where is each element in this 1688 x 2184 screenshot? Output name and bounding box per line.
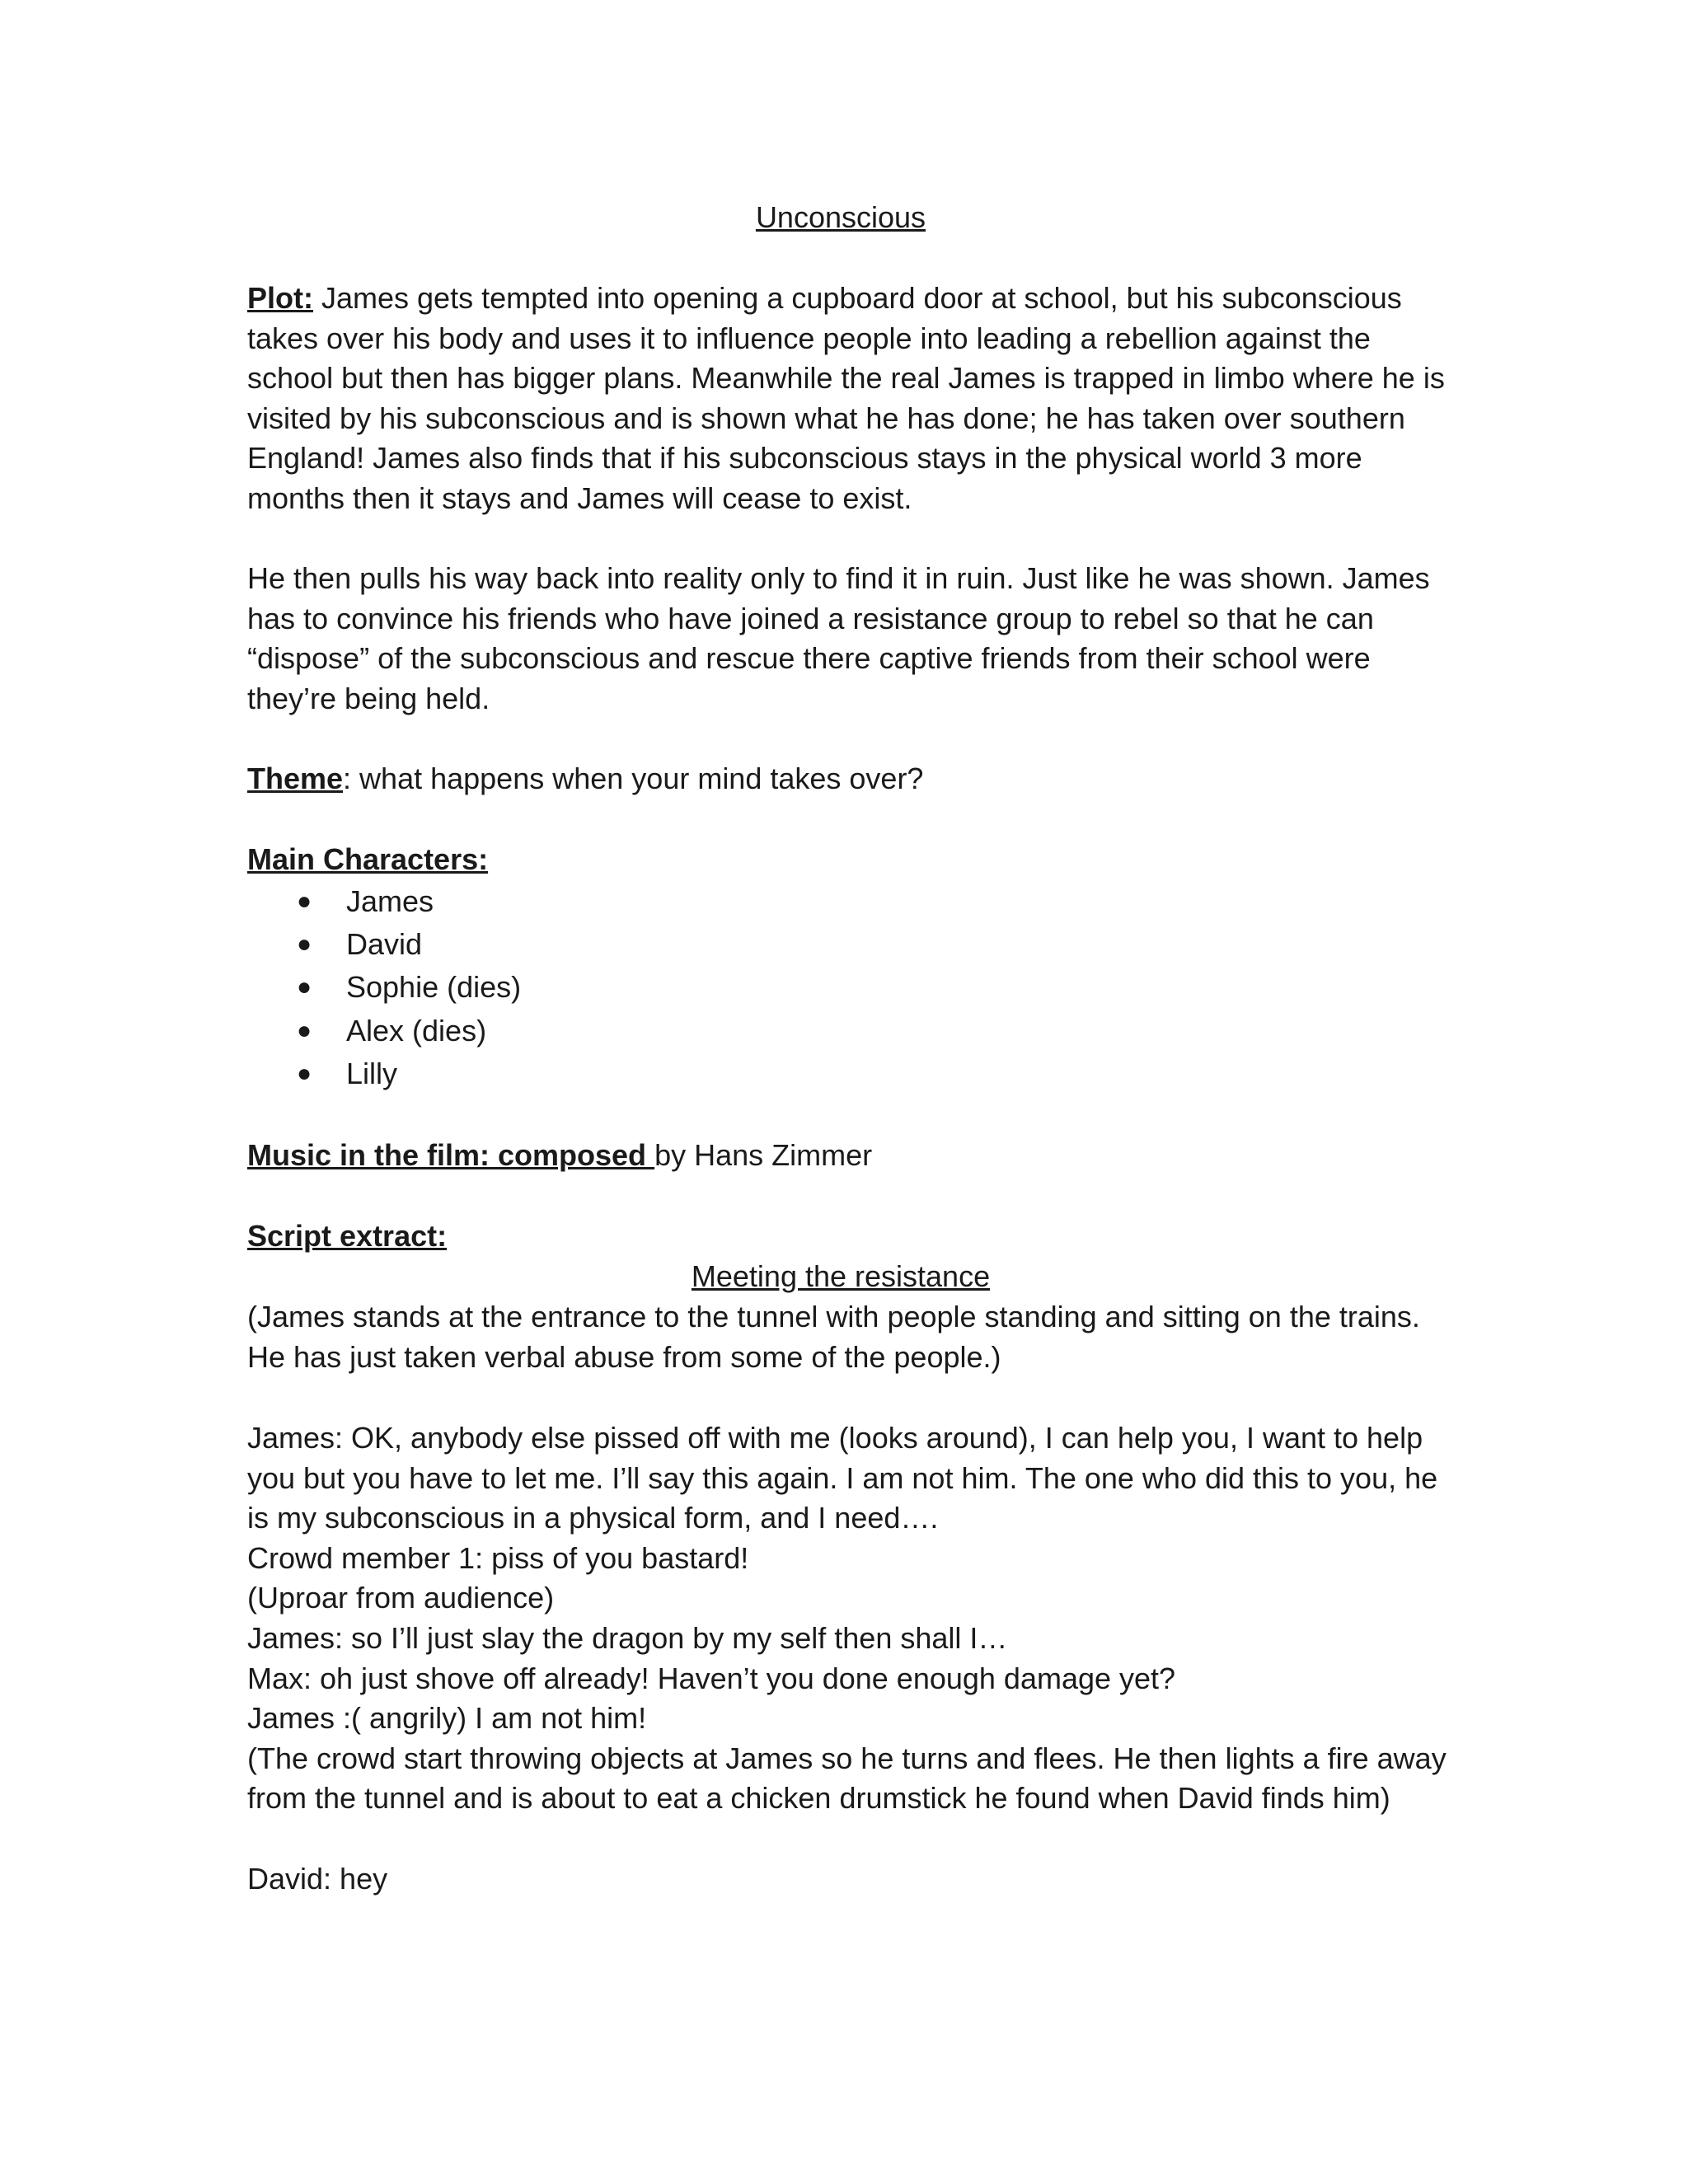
plot-paragraph-2: He then pulls his way back into reality only to find it in ruin. Just like he was shown. James has to convince his friends who have joined a resistance group to rebel so that he can “dispose” of the subconscious and rescue there captive friends from their school were they’re being held. bbox=[247, 561, 1430, 715]
script-line: Crowd member 1: piss of you bastard! bbox=[247, 1540, 749, 1575]
bullet-icon: ● bbox=[297, 1059, 312, 1087]
theme-label: Theme bbox=[247, 762, 344, 795]
plot-paragraph bbox=[247, 279, 1451, 519]
stage-direction: (James stands at the entrance to the tunnel with people standing and sitting on the trains. He has just taken verbal abuse from some of the people.) bbox=[247, 1300, 1420, 1374]
list-item: ● James bbox=[247, 880, 1451, 923]
script-heading bbox=[247, 1216, 1451, 1257]
plot-text: James gets tempted into opening a cupboard door at school, but his subconscious takes over his body and uses it to influence people into leading a rebellion against the school but then has bigger plans. Meanwhile the real James is trapped in limbo where he is visited by his subconscious and is shown what he has done; he has taken over southern England! James also finds that if his subconscious stays in the physical world 3 more months then it stays and James will cease to exist. bbox=[247, 281, 1445, 515]
script-line: Max: oh just shove off already! Haven’t you done enough damage yet? bbox=[247, 1661, 1176, 1695]
scene-title: Meeting the resistance bbox=[691, 1259, 991, 1293]
list-item: ● David bbox=[247, 923, 1451, 966]
script-dialogue bbox=[247, 1418, 1451, 1819]
script-line: (The crowd start throwing objects at James so he turns and flees. He then lights a fire away from the tunnel and is about to eat a chicken drumstick he found when David finds him) bbox=[247, 1741, 1447, 1816]
plot-label: Plot: bbox=[247, 281, 313, 315]
characters-list bbox=[247, 880, 1451, 1095]
closing-line: David: hey bbox=[247, 1862, 388, 1896]
script-line: James :( angrily) I am not him! bbox=[247, 1701, 647, 1736]
theme-text: : what happens when your mind takes over? bbox=[343, 762, 924, 795]
script-line: James: OK, anybody else pissed off with me (looks around), I can help you, I want to help you but you have to let me. I’ll say this again. I am not him. The one who did this to you, he is my subconscious in a physical form, and I need…. bbox=[247, 1421, 1438, 1535]
script-line: James: so I’ll just slay the dragon by my self then shall I… bbox=[247, 1620, 1008, 1655]
list-item: ● Lilly bbox=[247, 1052, 1451, 1095]
characters-heading bbox=[247, 840, 1451, 880]
theme-line bbox=[247, 759, 1451, 799]
bullet-icon: ● bbox=[297, 1016, 312, 1044]
bullet-icon: ● bbox=[297, 930, 312, 958]
music-label: Music in the film: composed bbox=[247, 1138, 655, 1172]
characters-label: Main Characters: bbox=[247, 842, 489, 876]
music-line bbox=[247, 1136, 1451, 1176]
list-item: ● Sophie (dies) bbox=[247, 966, 1451, 1009]
script-line: (Uproar from audience) bbox=[247, 1581, 555, 1615]
bullet-icon: ● bbox=[297, 973, 312, 1001]
music-text: by Hans Zimmer bbox=[654, 1138, 873, 1172]
list-item: ● Alex (dies) bbox=[247, 1010, 1451, 1052]
script-label: Script extract: bbox=[247, 1219, 448, 1253]
bullet-icon: ● bbox=[297, 888, 312, 915]
document-title: Unconscious bbox=[755, 200, 926, 234]
